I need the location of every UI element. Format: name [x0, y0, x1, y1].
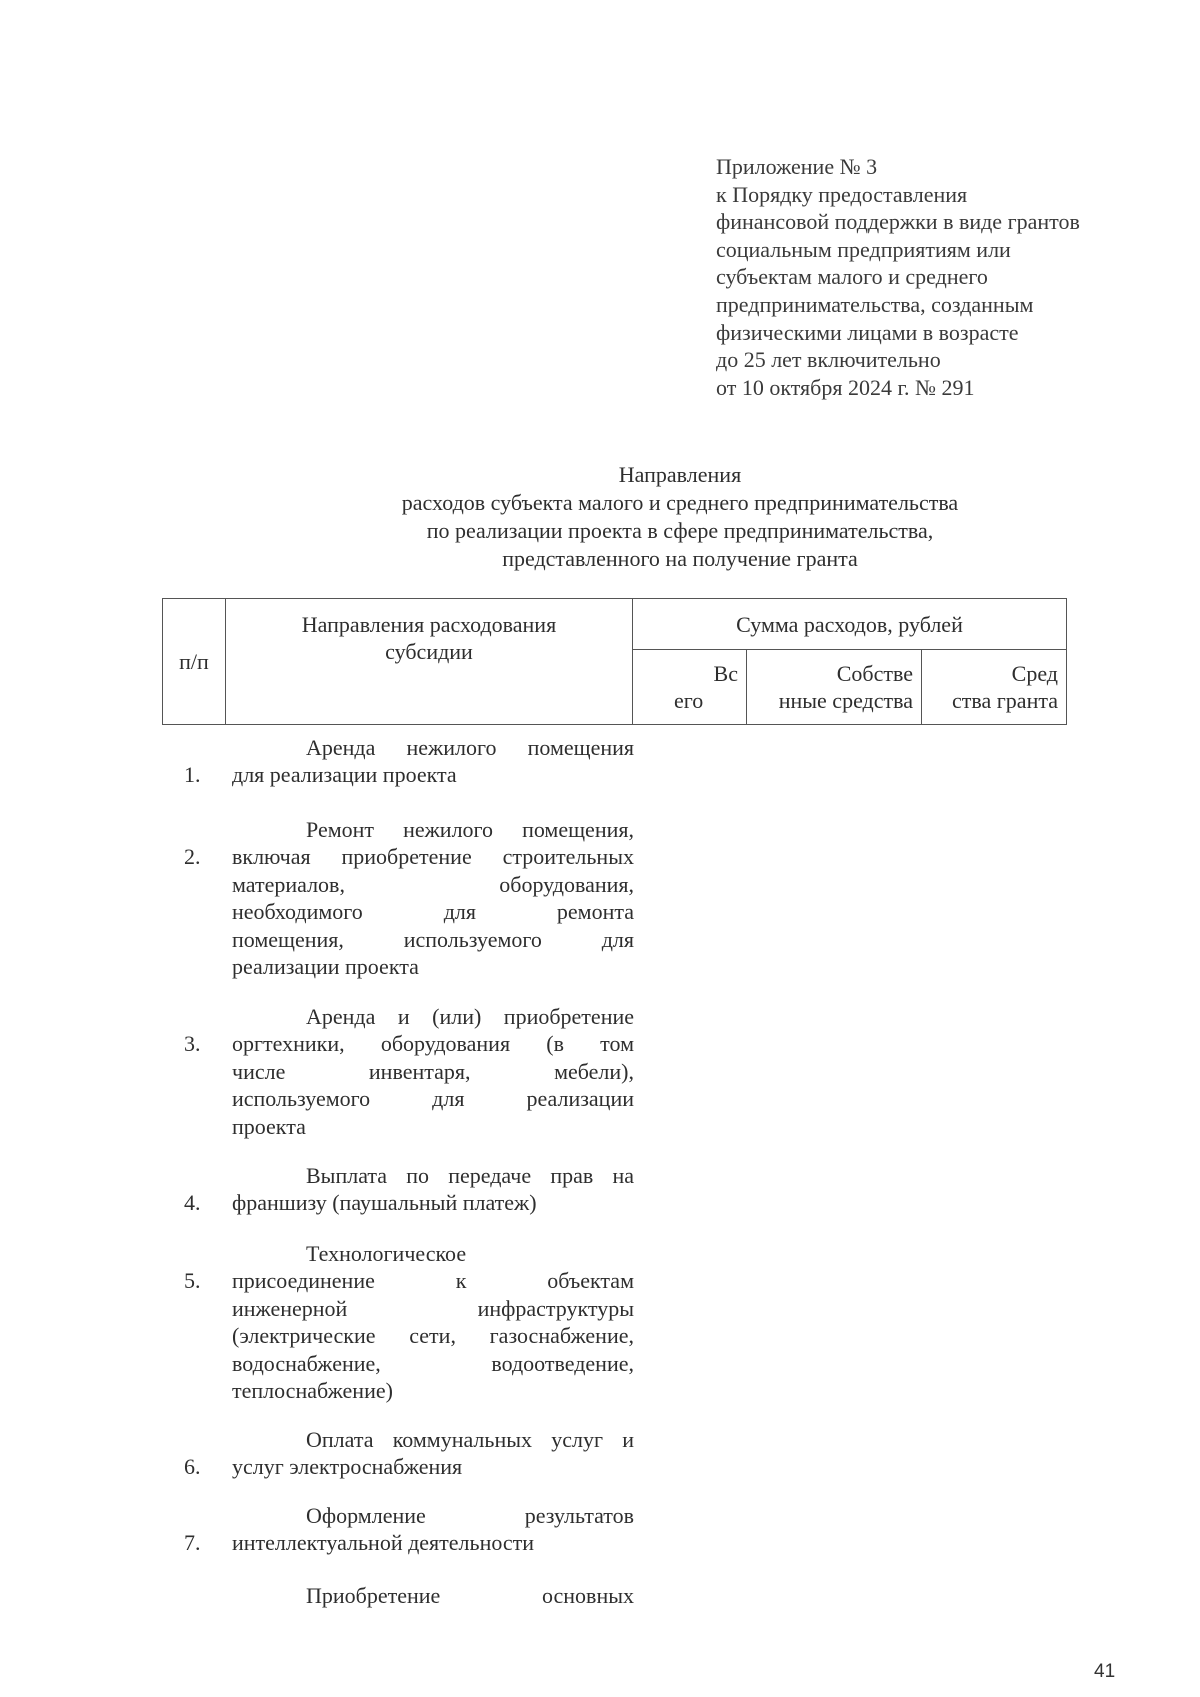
- row-line: Оформление результатов: [306, 1503, 634, 1528]
- header-own-line2: нные средства: [778, 688, 913, 713]
- row-text: [232, 734, 634, 789]
- row-text: [232, 1502, 634, 1557]
- appendix-line: финансовой поддержки в виде грантов: [716, 209, 1080, 235]
- row-text: [232, 816, 634, 980]
- row-text: [232, 1003, 634, 1140]
- row-line: помещения, используемого для: [232, 926, 634, 952]
- title-line: представленного на получение гранта: [502, 546, 858, 571]
- header-own-funds: [747, 650, 922, 725]
- row-number: 1.: [184, 762, 201, 787]
- appendix-header: [716, 153, 1156, 401]
- row-number: 4.: [184, 1190, 201, 1215]
- row-line: интеллектуальной деятельности: [232, 1530, 535, 1556]
- appendix-line: до 25 лет включительно: [716, 347, 941, 373]
- row-line: необходимого для ремонта: [232, 899, 634, 925]
- row-number: 3.: [184, 1031, 201, 1056]
- page-number: 41: [1094, 1661, 1116, 1682]
- row-line: франшизу (паушальный платеж): [232, 1190, 537, 1216]
- row-line: услуг электроснабжения: [232, 1454, 463, 1480]
- expense-table-header: [162, 598, 1067, 725]
- row-line: Аренда и (или) приобретение: [306, 1004, 634, 1029]
- row-number: 6.: [184, 1454, 201, 1479]
- appendix-line: предпринимательства, созданным: [716, 291, 1034, 317]
- row-line: используемого для реализации: [232, 1086, 634, 1112]
- header-direction: [226, 599, 633, 725]
- row-text: [232, 1426, 634, 1481]
- appendix-line: от 10 октября 2024 г. № 291: [716, 374, 975, 400]
- header-total-line1: Вс: [713, 661, 738, 686]
- row-line: (электрические сети, газоснабжение,: [232, 1323, 634, 1349]
- row-line: Аренда нежилого помещения: [306, 735, 634, 760]
- header-sum: Сумма расходов, рублей: [633, 599, 1067, 650]
- row-line: числе инвентаря, мебели),: [232, 1058, 634, 1084]
- row-line: Технологическое: [306, 1241, 467, 1266]
- appendix-line: социальным предприятиям или: [716, 236, 1011, 262]
- header-grant-funds: [922, 650, 1067, 725]
- document-title: [300, 461, 1060, 573]
- header-direction-label: Направления расходования субсидии: [301, 612, 557, 664]
- row-number: 2.: [184, 844, 201, 869]
- row-number: 7.: [184, 1530, 201, 1555]
- row-line: включая приобретение строительных: [232, 844, 634, 870]
- appendix-line: к Порядку предоставления: [716, 181, 968, 207]
- header-own-line1: Собстве: [836, 661, 913, 686]
- title-line: Направления: [618, 462, 742, 487]
- row-line: для реализации проекта: [232, 762, 457, 788]
- row-line: проекта: [232, 1113, 306, 1139]
- row-line: присоединение к объектам: [232, 1268, 634, 1294]
- row-line: Приобретение основных: [306, 1583, 634, 1608]
- row-line: реализации проекта: [232, 954, 419, 980]
- header-grant-line1: Сред: [1011, 661, 1058, 686]
- header-grant-line2: ства гранта: [952, 688, 1058, 713]
- row-line: материалов, оборудования,: [232, 871, 634, 897]
- appendix-line: Приложение № 3: [716, 154, 878, 179]
- row-line: оргтехники, оборудования (в том: [232, 1031, 634, 1057]
- appendix-line: субъектам малого и среднего: [716, 264, 988, 290]
- row-line: теплоснабжение): [232, 1378, 393, 1404]
- row-text: [232, 1240, 634, 1404]
- row-line: Ремонт нежилого помещения,: [306, 817, 634, 842]
- title-line: расходов субъекта малого и среднего предпринимательства: [401, 490, 959, 515]
- header-num: п/п: [163, 599, 226, 725]
- row-line: инженерной инфраструктуры: [232, 1295, 634, 1321]
- header-total-line2: его: [674, 688, 704, 713]
- appendix-line: физическими лицами в возрасте: [716, 319, 1019, 345]
- header-total: [633, 650, 747, 725]
- row-number: 5.: [184, 1268, 201, 1293]
- title-line: по реализации проекта в сфере предпринимательства,: [426, 518, 934, 543]
- row-line: Оплата коммунальных услуг и: [306, 1427, 634, 1452]
- row-text: [232, 1582, 634, 1609]
- row-line: Выплата по передаче прав на: [306, 1163, 634, 1188]
- row-line: водоснабжение, водоотведение,: [232, 1350, 634, 1376]
- row-text: [232, 1162, 634, 1217]
